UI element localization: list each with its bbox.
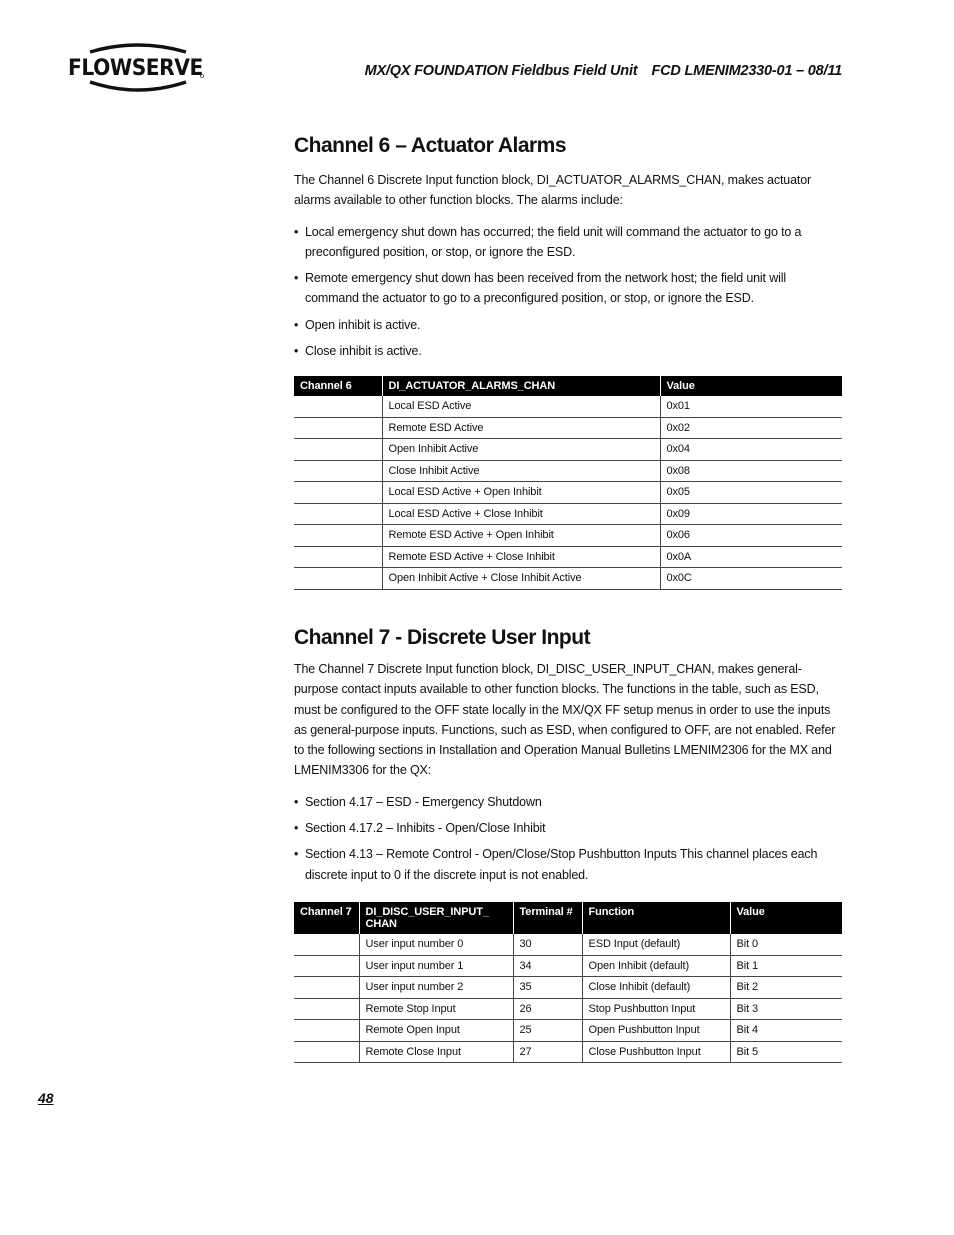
table-row <box>294 977 842 999</box>
table-cell <box>294 1041 359 1063</box>
table-cell: Remote ESD Active <box>382 417 660 439</box>
column-header: Terminal # <box>513 902 582 934</box>
table-cell: Bit 3 <box>730 998 842 1020</box>
channel-7-table-wrap <box>294 902 842 1063</box>
table-cell <box>294 1020 359 1042</box>
table-cell: Close Pushbutton Input <box>582 1041 730 1063</box>
table-cell: 25 <box>513 1020 582 1042</box>
table-cell: Bit 1 <box>730 955 842 977</box>
table-cell <box>294 525 382 547</box>
table-cell: Remote ESD Active + Close Inhibit <box>382 546 660 568</box>
flowserve-logo <box>68 42 208 96</box>
table-row <box>294 396 842 417</box>
table-row <box>294 568 842 590</box>
section-channel-7 <box>294 626 842 885</box>
table-cell: 0x08 <box>660 460 842 482</box>
list-item: • Local emergency shut down has occurred; the field unit will command the actuator to go to a preconfigured position, or stop, or ignore the ESD. <box>294 222 842 263</box>
table-cell <box>294 439 382 461</box>
table-cell <box>294 482 382 504</box>
table-cell: User input number 0 <box>359 934 513 955</box>
table-row <box>294 1020 842 1042</box>
table-cell: 30 <box>513 934 582 955</box>
table-header-row <box>294 376 842 396</box>
table-cell <box>294 568 382 590</box>
table-cell: 27 <box>513 1041 582 1063</box>
table-cell <box>294 417 382 439</box>
section-7-intro: The Channel 7 Discrete Input function block, DI_DISC_USER_INPUT_CHAN, makes general-purpose contact inputs available to other function blocks. The functions in the table, such as ESD, must be configured to the OFF state locally in the MX/QX FF setup menus in order to use the inputs as general-purpose inputs. Functions, such as ESD, when configured to OFF, are not enabled. Refer to the following sections in Installation and Operation Manual Bulletins LMENIM2306 for the MX and LMENIM3306 for the QX: <box>294 662 836 778</box>
list-item: • Section 4.17.2 – Inhibits - Open/Close Inhibit <box>294 818 842 838</box>
section-channel-6 <box>294 134 842 361</box>
table-cell <box>294 546 382 568</box>
table-cell: Remote ESD Active + Open Inhibit <box>382 525 660 547</box>
table-cell: User input number 2 <box>359 977 513 999</box>
table-cell: Open Inhibit (default) <box>582 955 730 977</box>
page-number: 48 <box>38 1090 54 1106</box>
table-row <box>294 525 842 547</box>
table-cell: 35 <box>513 977 582 999</box>
table-row <box>294 934 842 955</box>
table-row <box>294 1041 842 1063</box>
table-cell: Stop Pushbutton Input <box>582 998 730 1020</box>
list-item: • Remote emergency shut down has been received from the network host; the field unit will command the actuator to go to a preconfigured position, or stop, or ignore the ESD. <box>294 268 842 309</box>
table-cell <box>294 934 359 955</box>
table-cell: Bit 5 <box>730 1041 842 1063</box>
table-cell: 0x02 <box>660 417 842 439</box>
column-header: DI_ACTUATOR_ALARMS_CHAN <box>382 376 660 396</box>
table-cell: 0x0A <box>660 546 842 568</box>
list-item: • Section 4.13 – Remote Control - Open/Close/Stop Pushbutton Inputs This channel places each discrete input to 0 if the discrete input is not enabled. <box>294 844 842 885</box>
table-cell: 34 <box>513 955 582 977</box>
table-cell: Remote Open Input <box>359 1020 513 1042</box>
table-cell: 26 <box>513 998 582 1020</box>
table-cell: Bit 2 <box>730 977 842 999</box>
table-header-row <box>294 902 842 934</box>
table-cell: 0x09 <box>660 503 842 525</box>
running-header <box>365 63 842 79</box>
section-6-heading: Channel 6 – Actuator Alarms <box>294 134 567 157</box>
column-header: Channel 6 <box>294 376 382 396</box>
table-cell: 0x04 <box>660 439 842 461</box>
table-row <box>294 955 842 977</box>
table-cell <box>294 998 359 1020</box>
column-header: Function <box>582 902 730 934</box>
section-6-intro: The Channel 6 Discrete Input function block, DI_ACTUATOR_ALARMS_CHAN, makes actuator alarms available to other function blocks. The alarms include: <box>294 173 812 208</box>
table-cell: 0x06 <box>660 525 842 547</box>
table-cell <box>294 460 382 482</box>
table-row <box>294 546 842 568</box>
section-7-heading: Channel 7 - Discrete User Input <box>294 626 591 649</box>
table-cell <box>294 955 359 977</box>
table-cell <box>294 396 382 417</box>
channel-7-table <box>294 902 842 1063</box>
table-cell: ESD Input (default) <box>582 934 730 955</box>
list-item: • Close inhibit is active. <box>294 341 842 361</box>
column-header: Value <box>660 376 842 396</box>
list-item: • Open inhibit is active. <box>294 315 842 335</box>
table-cell: Close Inhibit Active <box>382 460 660 482</box>
table-cell: Local ESD Active + Close Inhibit <box>382 503 660 525</box>
table-cell: Remote Stop Input <box>359 998 513 1020</box>
table-row <box>294 460 842 482</box>
table-cell: User input number 1 <box>359 955 513 977</box>
column-header: Channel 7 <box>294 902 359 934</box>
table-cell: Bit 4 <box>730 1020 842 1042</box>
table-row <box>294 439 842 461</box>
table-cell: Open Inhibit Active <box>382 439 660 461</box>
list-item: • Section 4.17 – ESD - Emergency Shutdown <box>294 792 842 812</box>
table-cell: 0x01 <box>660 396 842 417</box>
table-cell <box>294 977 359 999</box>
column-header: DI_DISC_USER_INPUT_ CHAN <box>359 902 513 934</box>
table-cell: Local ESD Active + Open Inhibit <box>382 482 660 504</box>
column-header: Value <box>730 902 842 934</box>
table-cell: Open Inhibit Active + Close Inhibit Active <box>382 568 660 590</box>
table-row <box>294 417 842 439</box>
table-cell: Bit 0 <box>730 934 842 955</box>
table-row <box>294 482 842 504</box>
channel-6-table <box>294 376 842 590</box>
doc-title: MX/QX FOUNDATION Fieldbus Field Unit <box>364 63 638 79</box>
table-cell: Close Inhibit (default) <box>582 977 730 999</box>
table-cell: 0x05 <box>660 482 842 504</box>
table-cell <box>294 503 382 525</box>
section-7-bullet-list <box>294 792 842 885</box>
table-cell: Local ESD Active <box>382 396 660 417</box>
section-6-bullet-list <box>294 222 842 362</box>
table-cell: Remote Close Input <box>359 1041 513 1063</box>
logo-text: FLOWSERVE <box>68 56 203 81</box>
table-row <box>294 998 842 1020</box>
table-cell: Open Pushbutton Input <box>582 1020 730 1042</box>
table-row <box>294 503 842 525</box>
table-cell: 0x0C <box>660 568 842 590</box>
doc-code: FCD LMENIM2330-01 – 08/11 <box>651 63 842 79</box>
channel-6-table-wrap <box>294 376 842 590</box>
